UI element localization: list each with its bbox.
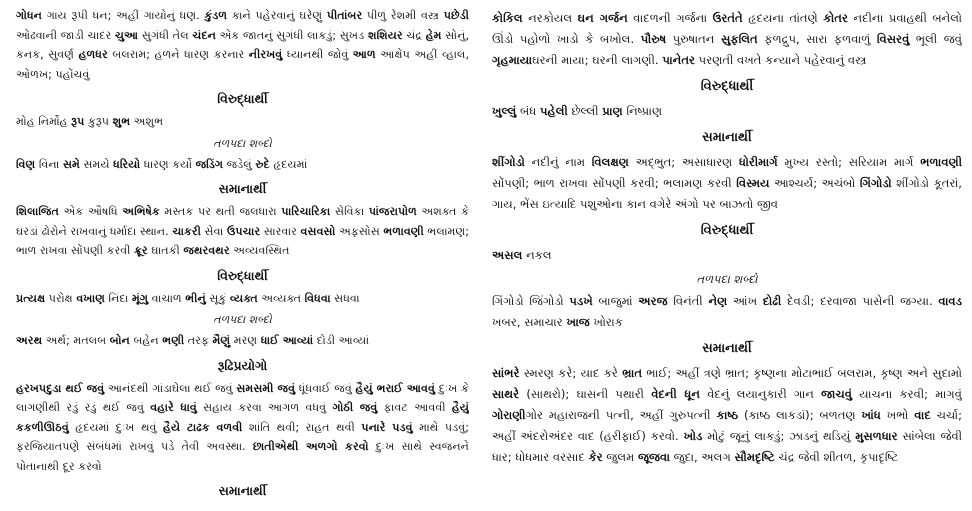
glossary-term: સાંભરે	[492, 366, 520, 380]
glossary-definition: શીંગોડો કૂતરાં, ગાય, ભેંસ ઇત્યાદિ	[492, 176, 962, 211]
glossary-definition: અવ્યવસ્થિત	[229, 244, 290, 257]
glossary-definition: સમયે	[79, 157, 114, 171]
glossary-term: પીતાંબર	[326, 9, 363, 22]
glossary-term: ગોઠી જવું	[332, 401, 378, 414]
glossary-definition: કનક, સુવર્ણ	[16, 48, 79, 61]
glossary-term: શિલાજિત	[16, 205, 59, 218]
glossary-definition: બંધ	[516, 104, 540, 118]
glossary-definition: પરણતી વખતે કન્યાને પહેરવાનું વસ્ત્ર	[695, 53, 867, 67]
glossary-definition: મરણ	[230, 334, 261, 347]
glossary-paragraph	[16, 202, 469, 261]
glossary-definition: પરોક્ષ	[45, 291, 77, 305]
glossary-term: વહારે ધાવું	[150, 401, 197, 414]
glossary-term: ક્રૂર	[134, 244, 148, 257]
glossary-term: શશિયર	[367, 28, 403, 42]
glossary-definition: સહાય કરવા આગળ વધવું	[196, 401, 333, 414]
glossary-term: ખાંધ	[861, 408, 881, 422]
glossary-definition: ભલામણ;	[423, 224, 469, 238]
glossary-paragraph	[16, 331, 469, 351]
section-subheading: તળપદા શબ્દો	[213, 313, 272, 326]
glossary-definition: અદ્ભુત; અસાધારણ	[628, 155, 740, 169]
glossary-definition: નદીનું નામ	[524, 155, 592, 169]
glossary-term: શુભ	[112, 115, 131, 128]
glossary-definition: ધ્યાનથી જોવું	[282, 48, 353, 61]
glossary-definition: અવ્યક્ત	[257, 291, 305, 305]
glossary-term: કાષ્ઠ	[716, 408, 739, 422]
glossary-definition: નિષ્પ્રાણ	[622, 104, 663, 118]
glossary-term: છાતીએથી અળગો કરવો	[252, 440, 369, 453]
glossary-paragraph	[492, 245, 962, 266]
glossary-definition: નકલ	[522, 248, 552, 262]
glossary-term: વિલક્ષણ	[591, 155, 629, 169]
glossary-term: જડિંગ	[195, 157, 224, 171]
glossary-definition: આશ્ચર્ય; અચંબો	[769, 176, 860, 190]
glossary-definition: જડેલું	[223, 157, 256, 171]
glossary-definition: યાચના કરવી; માગવું	[851, 387, 962, 401]
glossary-term: ભણી	[162, 334, 185, 347]
glossary-term: વાવડ	[938, 294, 962, 308]
glossary-term: સાથરે	[492, 387, 520, 401]
glossary-term: ગિંગોડો	[859, 176, 892, 190]
glossary-term: સમે	[62, 157, 80, 171]
glossary-definition: ચંદ્ર	[402, 28, 426, 42]
glossary-term: વ્યક્ત	[229, 291, 258, 305]
glossary-paragraph	[492, 291, 962, 333]
glossary-definition: હૃદયના તાંતણે	[742, 11, 824, 25]
glossary-definition: ગિંગોડો જિંગોડો	[492, 294, 570, 308]
glossary-term: હૈયે ટાઢક વળવી	[163, 420, 243, 434]
glossary-definition: ફળદ્રુપ, સારા ફળવાળું	[757, 32, 877, 46]
glossary-term: અરથ	[16, 334, 43, 347]
glossary-definition: અશક્ત કે	[416, 205, 469, 218]
glossary-definition: માથે પડવું; ફરજિયાતપણે	[16, 420, 469, 453]
glossary-definition: હૃદયમાં	[269, 157, 308, 171]
glossary-definition: નરકોયલ	[522, 11, 578, 25]
glossary-definition: અશુભ	[130, 115, 164, 128]
glossary-term: ધોરીમાર્ગ	[739, 155, 778, 169]
right-flow	[492, 8, 962, 468]
glossary-term: ચુઆ	[115, 28, 139, 42]
glossary-term: ખાજ	[566, 315, 590, 329]
glossary-definition: મોટું જૂનું લાકડું; ઝાડનું થડિયું	[702, 429, 856, 443]
glossary-definition: ગાય રૂપી ધન; અહીં ગાયોનું ધણ.	[42, 9, 205, 22]
glossary-definition: સૂકું	[205, 291, 230, 305]
glossary-definition: મસ્તક પર થતી જલધારા	[159, 205, 282, 218]
glossary-term: ધાઈ આવ્યાં	[260, 334, 314, 347]
section-heading: સમાનાર્થી	[702, 341, 752, 356]
glossary-definition: જુલમ	[602, 450, 638, 464]
glossary-definition: તરફ	[184, 334, 213, 347]
glossary-term: ભીનું	[185, 291, 206, 305]
glossary-term: સુફલિત	[720, 32, 758, 46]
glossary-definition: સંબંધમાં રાખવું પડે તેવી અવસ્થા.	[86, 440, 253, 453]
glossary-definition: આનંદથી ગાંડાઘેલા થઈ જવું	[104, 381, 237, 395]
glossary-definition: સારવાર	[260, 224, 301, 238]
glossary-term: ગોરાણી	[492, 408, 526, 422]
glossary-definition: પશુઓના કાન વગેરે અંગો પર બાઝતો જીવ	[579, 197, 778, 211]
glossary-term: પાંજરાપોળ	[368, 205, 417, 218]
glossary-term: પ્રાણ	[602, 104, 623, 118]
glossary-term: હળધર	[78, 48, 108, 61]
glossary-definition: સોંપણી;	[492, 176, 534, 190]
glossary-term: દોઢી	[762, 294, 782, 308]
glossary-term: ભળાવણી	[383, 224, 424, 238]
glossary-term: હેમ	[425, 28, 442, 42]
section-heading: વિરુદ્ધાર્થી	[700, 79, 754, 94]
glossary-term: રુદે	[255, 157, 270, 171]
glossary-definition: વિનંતી	[667, 294, 709, 308]
glossary-term: વિસ્મય	[736, 176, 770, 190]
glossary-term: ગૃહમાયા	[492, 53, 533, 67]
glossary-term: પહેલી	[539, 104, 568, 118]
glossary-term: નેણ	[708, 294, 728, 308]
glossary-term: વસવસો	[300, 224, 336, 238]
glossary-definition: ભાઈ; અહીં ત્રણે ભ્રાત; કૃષ્ણના મોટાભાઈ બલરામ, કૃષ્ણ અને સુદામો	[642, 366, 962, 380]
glossary-definition: ભૂલી જવું	[909, 32, 962, 46]
glossary-definition: પહોળો ખાડો કે બખોલ.	[519, 32, 641, 46]
glossary-definition: છેલ્લી	[567, 104, 603, 118]
glossary-definition: અફસોસ	[335, 224, 384, 238]
glossary-term: કુંડળ	[204, 9, 228, 22]
section-heading: વિરુદ્ધાર્થી	[217, 91, 268, 106]
glossary-definition: આક્ષેપ અહીં વ્હાલ, ઓળખ;	[16, 48, 469, 81]
glossary-definition: ભાળ રાખવા સોંપણી કરવી; ભલામણ કરવી	[533, 176, 737, 190]
left-flow	[16, 6, 469, 504]
glossary-term: વિણ	[16, 157, 36, 171]
glossary-definition: હૃદયમાં દુઃખ થવું	[68, 420, 163, 434]
glossary-term: ચાકરી	[172, 224, 201, 238]
glossary-definition: અર્થ; મતલબ	[42, 334, 110, 347]
glossary-definition: દેવડી; દરવાજા પાસેની જગ્યા.	[781, 294, 939, 308]
glossary-definition: દુઃખ સાથે સ્વજનને પોતાનાથી દૂર કરવો	[16, 440, 469, 473]
glossary-definition: ગોર મહારાજની પત્ની, અહીં ગુરુપત્ની	[525, 408, 717, 422]
glossary-term: પૌરુષ	[640, 32, 667, 46]
glossary-definition: બાજુમાં	[592, 294, 639, 308]
glossary-definition: ચંદ્ર જેવી શીતળ, કૃપાદૃષ્ટિ	[774, 450, 899, 464]
glossary-definition: ઘરની માયા; ઘરની લાગણી.	[532, 53, 663, 67]
glossary-definition: ધૂંધવાઈ જવું	[295, 381, 356, 395]
glossary-definition: પુરુષાતન	[666, 32, 721, 46]
glossary-definition: દુઃખ	[435, 381, 462, 395]
glossary-definition: સોનું,	[441, 28, 469, 42]
glossary-definition: ભાળ રાખવા સોંપણી કરવી	[16, 244, 135, 257]
glossary-term: ચંદન	[192, 28, 216, 42]
section-heading: સમાનાર્થી	[702, 130, 752, 145]
cut-heading-top-left	[16, 0, 469, 4]
glossary-definition: સુગંધી તેલ	[138, 28, 193, 42]
glossary-definition: ખબર,	[492, 315, 525, 329]
glossary-term: સૌમદૃષ્ટિ	[734, 450, 775, 464]
glossary-term: મૈણું	[212, 334, 231, 347]
glossary-definition: (કાષ્ઠ લાકડાં); બળતણ	[738, 408, 862, 422]
glossary-term: જાચવું	[821, 387, 852, 401]
glossary-definition: સ્મરણ કરે; યાદ કરે	[519, 366, 623, 380]
right-column	[492, 0, 962, 511]
glossary-definition: ફાવટ આવવી	[377, 401, 452, 414]
glossary-definition: વાદ (હરીફાઈ) કરવો.	[577, 429, 684, 443]
glossary-term: ઉપચાર	[226, 224, 261, 238]
glossary-definition: મુખ્ય રસ્તો; સરિયામ માર્ગ	[777, 155, 921, 169]
glossary-definition: સમાચાર	[524, 315, 567, 329]
glossary-term: અસલ	[492, 248, 523, 262]
glossary-term: ઘન ગર્જન	[577, 11, 628, 25]
glossary-definition: વેદનું લયાનુકારી ગાન	[700, 387, 822, 401]
glossary-definition: ખભો	[880, 408, 915, 422]
glossary-definition: ઘરડાં ઢોરોને રાખવાનું ધર્માદા સ્થાન.	[16, 224, 173, 238]
glossary-term: ઊઠવું	[43, 420, 69, 434]
section-subheading: તળપદા શબ્દો	[696, 272, 758, 286]
glossary-term: રૂપ	[71, 115, 85, 128]
glossary-term: આળ	[352, 48, 376, 61]
glossary-definition: ઓઢવાની જાડી ચાદર	[16, 28, 116, 42]
glossary-term: ભ્રાત	[622, 366, 643, 380]
glossary-term: જૂજવા	[638, 450, 670, 464]
glossary-definition: (સાથરો); ઘાસની પથારી	[519, 387, 652, 401]
glossary-definition: બલરામ; હળને ધારણ કરનાર	[107, 48, 249, 61]
glossary-term: વિસરવું	[876, 32, 910, 46]
section-heading: સમાનાર્થી	[218, 483, 267, 498]
glossary-term: અરજ	[638, 294, 668, 308]
glossary-paragraph	[16, 6, 469, 84]
glossary-term: જથરવથર	[183, 244, 230, 257]
glossary-paragraph	[492, 8, 962, 71]
glossary-term: પડખે	[569, 294, 593, 308]
glossary-term: પનારે પડવું	[361, 420, 413, 434]
glossary-term: ધરિયો	[113, 157, 141, 171]
glossary-definition: પહોંચવું	[55, 67, 90, 81]
glossary-term: મૂંગુ	[131, 291, 149, 305]
glossary-definition: નદીના પ્રવાહથી બનેલો ઊંડો	[492, 11, 962, 46]
glossary-term: પછેડી	[443, 9, 469, 22]
glossary-term: શીંગોડો	[492, 155, 525, 169]
glossary-definition: એક ઔષધિ	[58, 205, 123, 218]
glossary-term: પ્રત્યક્ષ	[16, 291, 46, 305]
glossary-term: નીરખવું	[248, 48, 283, 61]
glossary-term: હરખપદુડા થઈ જવું	[16, 381, 105, 395]
glossary-term: કેર	[588, 450, 603, 464]
glossary-term: ઉરતંતે	[712, 11, 743, 25]
glossary-term: બોન	[109, 334, 130, 347]
glossary-definition: સધવા	[330, 291, 360, 305]
glossary-term: સમસમી જવું	[236, 381, 296, 395]
glossary-definition: કુરૂપ	[84, 115, 113, 128]
glossary-definition: બહેન	[129, 334, 163, 347]
glossary-definition: પીળું રેશમી વસ્ત્ર	[362, 9, 444, 22]
glossary-paragraph	[16, 112, 469, 132]
glossary-paragraph	[492, 152, 962, 215]
glossary-term: ભળાવણી	[920, 155, 962, 169]
section-heading: વિરુદ્ધાર્થી	[217, 267, 268, 283]
glossary-definition: આંખ	[727, 294, 763, 308]
glossary-definition: વાદળની ગર્જના	[627, 11, 713, 25]
glossary-term: મુસળધાર	[855, 429, 898, 443]
glossary-definition: ખોરાક	[589, 315, 623, 329]
glossary-definition: વિના	[35, 157, 63, 171]
glossary-definition: શાંતિ થવી; રાહત થવી	[242, 420, 362, 434]
glossary-term: ખોડ	[683, 429, 703, 443]
glossary-term: પાનેતર	[662, 53, 695, 67]
glossary-definition: કે લાગણીથી રડું રડું થઈ જવું	[16, 381, 469, 414]
glossary-definition: સેવિકા	[330, 205, 369, 218]
glossary-definition: ચર્ચા; અહીં અંદરોઅંદર	[492, 408, 962, 443]
glossary-paragraph	[492, 101, 962, 122]
section-heading: રૂઢિપ્રયોગો	[217, 357, 268, 373]
glossary-definition: ઘાતકી	[147, 244, 184, 257]
glossary-definition: ધારણ કર્યો	[140, 157, 196, 171]
glossary-definition: કાને પહેરવાનું ઘરેણું	[227, 9, 327, 22]
glossary-definition: મોહ નિર્મોહ	[16, 115, 72, 128]
glossary-paragraph	[492, 363, 962, 468]
glossary-term: કોતર	[823, 11, 848, 25]
glossary-definition: નિંદા	[104, 291, 132, 305]
glossary-term: અભિષેક	[122, 205, 160, 218]
glossary-definition: વાચાળ	[148, 291, 186, 305]
section-heading: સમાનાર્થી	[218, 181, 267, 196]
section-subheading: તળપદા શબ્દો	[213, 136, 272, 150]
glossary-term: વાદ	[914, 408, 931, 422]
glossary-definition: દોડી આવ્યાં	[313, 334, 370, 347]
glossary-paragraph	[16, 155, 469, 175]
glossary-definition: એક જાતનું સુગંધી લાકડું; સુખડ	[215, 28, 368, 42]
glossary-term: વખાણ	[76, 291, 105, 305]
glossary-definition: સાંબેલા જેવી ધાર; ધોધમાર વરસાદ	[492, 429, 962, 464]
glossary-term: ખુલ્લું	[492, 104, 517, 118]
glossary-definition: જુદા, અલગ	[670, 450, 735, 464]
glossary-term: વેદની ધૂન	[651, 387, 700, 401]
section-heading: વિરુદ્ધાર્થી	[700, 223, 754, 238]
glossary-term: ગોધન	[16, 9, 43, 22]
glossary-paragraph	[16, 379, 469, 477]
glossary-paragraph	[16, 289, 469, 309]
glossary-term: હૈયું ભરાઈ આવવું	[355, 381, 435, 395]
left-column	[16, 0, 469, 511]
glossary-term: પારિચારિકા	[281, 205, 331, 218]
glossary-definition: સેવા	[200, 224, 227, 238]
glossary-term: કોકિલ	[492, 11, 523, 25]
glossary-term: હૈયું કકળી	[16, 401, 469, 434]
glossary-term: વિધવા	[304, 291, 331, 305]
